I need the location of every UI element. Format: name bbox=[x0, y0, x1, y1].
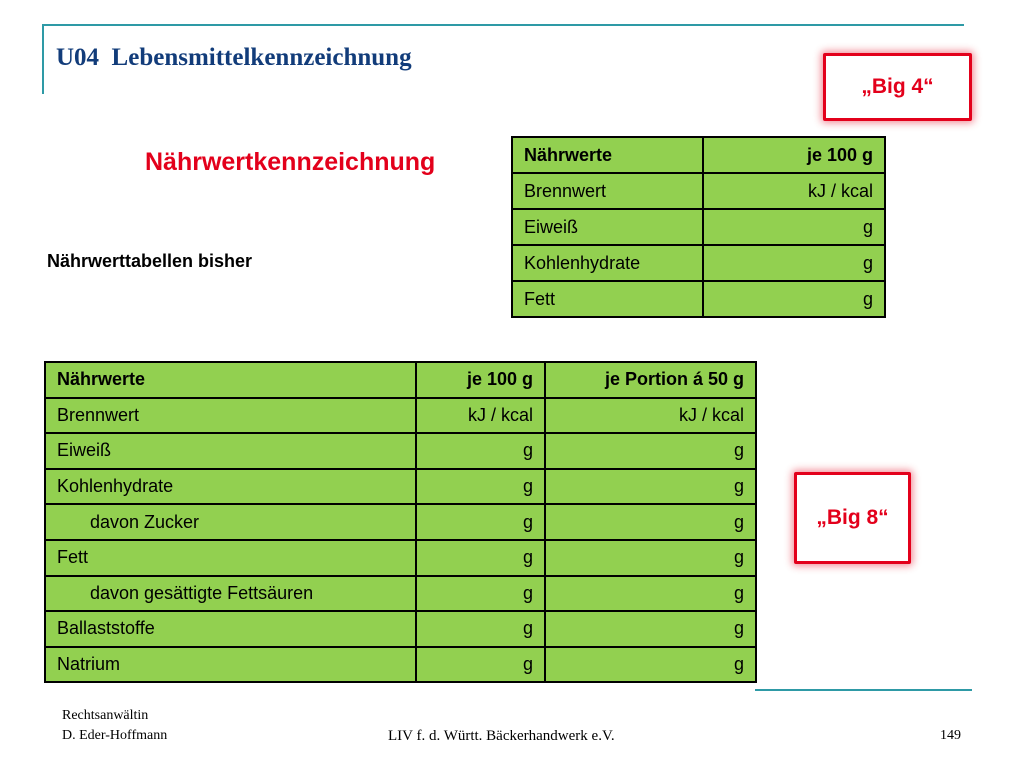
page-number: 149 bbox=[940, 728, 961, 743]
nutrient-cell: Eiweiß bbox=[45, 433, 416, 469]
footer-author bbox=[62, 706, 167, 746]
table-row bbox=[512, 281, 885, 317]
unit-cell: g bbox=[416, 469, 545, 505]
unit-cell: g bbox=[703, 281, 885, 317]
unit-cell: g bbox=[416, 647, 545, 683]
unit-cell: g bbox=[416, 433, 545, 469]
unit-cell: g bbox=[703, 245, 885, 281]
nutrient-cell: Kohlenhydrate bbox=[512, 245, 703, 281]
table-row bbox=[45, 504, 756, 540]
unit-cell: g bbox=[545, 504, 756, 540]
left-rule bbox=[42, 24, 44, 94]
nutrient-cell: Brennwert bbox=[512, 173, 703, 209]
big4-tag-label: „Big 4“ bbox=[861, 75, 934, 98]
nutrient-cell: Natrium bbox=[45, 647, 416, 683]
table-header-row bbox=[512, 137, 885, 173]
nutrient-cell: Kohlenhydrate bbox=[45, 469, 416, 505]
nutrient-cell: davon Zucker bbox=[45, 504, 416, 540]
footer-author-line2: D. Eder-Hoffmann bbox=[62, 728, 168, 743]
table-row bbox=[45, 469, 756, 505]
nutrient-cell: Ballaststoffe bbox=[45, 611, 416, 647]
slide-title: U04 Lebensmittelkennzeichnung bbox=[56, 44, 412, 71]
top-rule bbox=[42, 24, 964, 26]
table-row bbox=[512, 173, 885, 209]
unit-cell: g bbox=[416, 504, 545, 540]
table-row bbox=[45, 433, 756, 469]
header-cell: Nährwerte bbox=[45, 362, 416, 398]
nutrient-cell: Fett bbox=[512, 281, 703, 317]
big4-tag bbox=[823, 53, 972, 121]
nutrient-cell: davon gesättigte Fettsäuren bbox=[45, 576, 416, 612]
nutrient-cell: Brennwert bbox=[45, 398, 416, 434]
unit-cell: kJ / kcal bbox=[703, 173, 885, 209]
unit-cell: kJ / kcal bbox=[545, 398, 756, 434]
section-heading: Nährwertkennzeichnung bbox=[145, 148, 436, 176]
header-cell: je Portion á 50 g bbox=[545, 362, 756, 398]
table-row bbox=[45, 398, 756, 434]
footer-organization: LIV f. d. Württ. Bäckerhandwerk e.V. bbox=[388, 728, 615, 744]
unit-cell: g bbox=[545, 540, 756, 576]
unit-cell: g bbox=[545, 433, 756, 469]
table-row bbox=[45, 611, 756, 647]
unit-cell: g bbox=[703, 209, 885, 245]
table-row bbox=[45, 576, 756, 612]
unit-cell: g bbox=[416, 576, 545, 612]
unit-cell: g bbox=[416, 540, 545, 576]
nutrition-table-big8 bbox=[44, 361, 757, 683]
unit-cell: g bbox=[545, 647, 756, 683]
table-row bbox=[45, 540, 756, 576]
footer-author-line1: Rechtsanwältin bbox=[62, 708, 149, 723]
table-row bbox=[45, 647, 756, 683]
nutrition-table-big4 bbox=[511, 136, 886, 318]
nutrient-cell: Eiweiß bbox=[512, 209, 703, 245]
subheading: Nährwerttabellen bisher bbox=[47, 251, 253, 271]
big8-tag-label: „Big 8“ bbox=[816, 506, 889, 529]
nutrient-cell: Fett bbox=[45, 540, 416, 576]
unit-cell: g bbox=[416, 611, 545, 647]
table-row bbox=[512, 209, 885, 245]
unit-cell: g bbox=[545, 576, 756, 612]
bottom-rule bbox=[755, 689, 972, 691]
unit-cell: g bbox=[545, 469, 756, 505]
table-header-row bbox=[45, 362, 756, 398]
unit-cell: g bbox=[545, 611, 756, 647]
table-row bbox=[512, 245, 885, 281]
big8-tag bbox=[794, 472, 911, 564]
header-cell: Nährwerte bbox=[512, 137, 703, 173]
unit-cell: kJ / kcal bbox=[416, 398, 545, 434]
header-cell: je 100 g bbox=[416, 362, 545, 398]
header-cell: je 100 g bbox=[703, 137, 885, 173]
